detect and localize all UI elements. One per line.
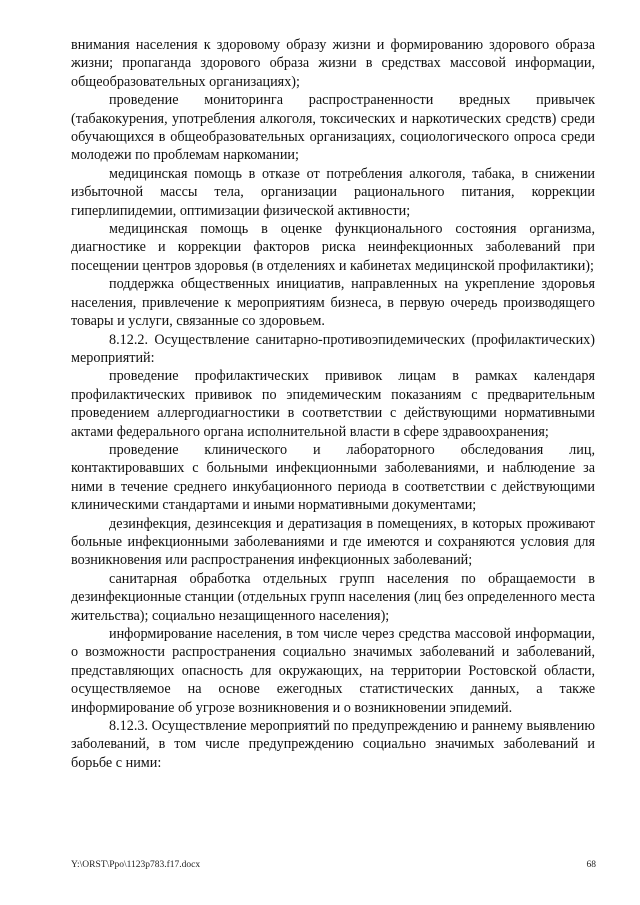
paragraph: медицинская помощь в отказе от потребления алкоголя, табака, в снижении избыточной массы тела, организации рационального питания, коррекции гиперлипидемии, оптимизации физической активности; (71, 165, 595, 219)
paragraph: проведение мониторинга распространенности вредных привычек (табакокурения, употребления алкоголя, токсических и наркотических средств) среди обучающихся в общеобразовательных организациях, социологического опроса среди молодежи по проблемам наркомании; (71, 92, 595, 164)
paragraph-continuation: внимания населения к здоровому образу жизни и формированию здорового образа жизни; пропаганда здорового образа жизни в средствах массовой информации, общеобразовательных организациях); (71, 37, 595, 90)
paragraph: медицинская помощь в оценке функционального состояния организма, диагностике и коррекции факторов риска неинфекционных заболеваний при посещении центров здоровья (в отделениях и кабинетах медицинской профилактики); (71, 221, 595, 274)
section-heading-8-12-2: 8.12.2. Осуществление санитарно-противоэпидемических (профилактических) мероприятий: (71, 331, 595, 366)
document-body (71, 36, 595, 772)
paragraph: дезинфекция, дезинсекция и дератизация в помещениях, в которых проживают больные инфекционными заболеваниями и где имеются и сохраняются условия для возникновения или распространения инфекционных заболеваний; (71, 515, 595, 569)
paragraph: поддержка общественных инициатив, направленных на укрепление здоровья населения, привлечение к мероприятиям бизнеса, в первую очередь производящего товары и услуги, связанные со здоровьем. (71, 276, 595, 330)
paragraph: проведение клинического и лабораторного обследования лиц, контактировавших с больными инфекционными заболеваниями, и наблюдение за ними в течение среднего инкубационного периода в соответствии с действующими клиническими стандартами и иными нормативными документами; (71, 441, 595, 514)
footer-file-path: Y:\ORST\Ppo\1123p783.f17.docx (71, 860, 201, 870)
paragraph: информирование населения, в том числе через средства массовой информации, о возможности распространения социально значимых заболеваний и заболеваний, представляющих опасность для окружающих, на территории Ростовской области, осуществляемое на основе ежегодных статистических данных, а также информирование об угрозе возникновения и о возникновении эпидемий. (71, 626, 595, 716)
page-number: 68 (586, 860, 596, 870)
paragraph: проведение профилактических прививок лицам в рамках календаря профилактических прививок по эпидемическим показаниям с предварительным проведением аллергодиагностики в соответствии с действующими нормативными актами федерального органа исполнительной власти в сфере здравоохранения; (71, 368, 595, 440)
section-heading-8-12-3: 8.12.3. Осуществление мероприятий по предупреждению и раннему выявлению заболеваний, в том числе предупреждению социально значимых заболеваний и борьбе с ними: (71, 718, 595, 771)
paragraph: санитарная обработка отдельных групп населения по обращаемости в дезинфекционные станции (отдельных групп населения (лиц без определенного места жительства); социально незащищенного населения); (71, 570, 595, 624)
page-footer (71, 860, 596, 870)
